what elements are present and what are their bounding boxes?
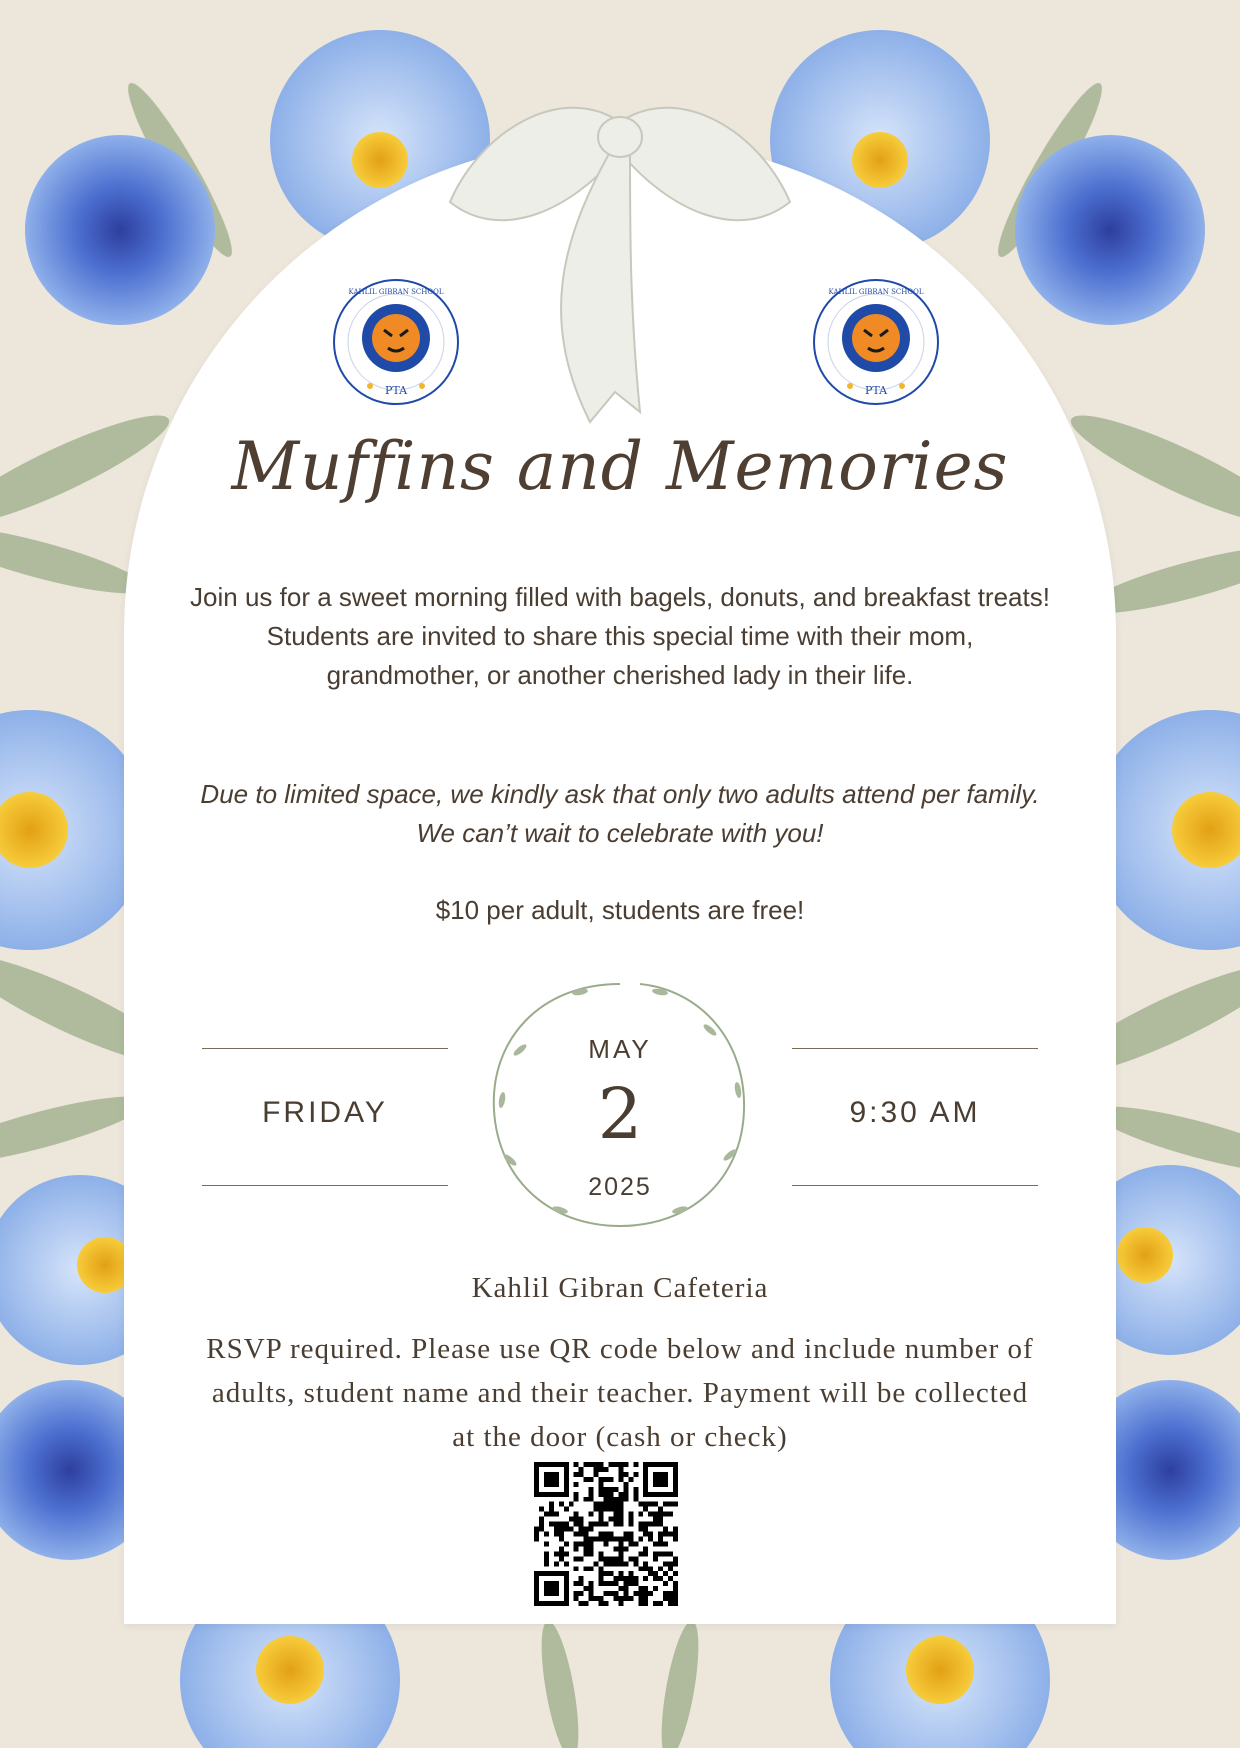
event-title: Muffins and Memories <box>231 428 1009 505</box>
divider-left-top <box>202 1048 448 1049</box>
pta-seal-logo-right <box>812 278 940 406</box>
event-year: 2025 <box>588 1173 652 1201</box>
divider-right-bottom <box>792 1185 1038 1186</box>
seal-ring-text: KAHLIL GIBRAN SCHOOL <box>828 288 924 296</box>
event-time: 9:30 AM <box>849 1096 981 1129</box>
attendance-note: Due to limited space, we kindly ask that only two adults attend per family. We can’t wait to celebrate with you! <box>200 779 1040 848</box>
event-weekday: FRIDAY <box>262 1096 388 1129</box>
ribbon-bow-icon <box>440 92 800 432</box>
divider-right-top <box>792 1048 1038 1049</box>
price-info: $10 per adult, students are free! <box>435 895 805 925</box>
rsvp-instructions: RSVP required. Please use QR code below and include number of adults, student name and their teacher. Payment will be collected at the door (cash or check) <box>206 1333 1034 1453</box>
seal-ring-text: KAHLIL GIBRAN SCHOOL <box>348 288 444 296</box>
rsvp-qr-code[interactable] <box>534 1462 678 1606</box>
event-venue: Kahlil Gibran Cafeteria <box>471 1272 769 1304</box>
event-day: 2 <box>597 1073 643 1155</box>
event-intro: Join us for a sweet morning filled with bagels, donuts, and breakfast treats! Students are invited to share this special time with their mom, grandmother, or another cherished lady in their life. <box>190 582 1050 690</box>
divider-left-bottom <box>202 1185 448 1186</box>
seal-bottom-text: PTA <box>864 384 888 397</box>
pta-seal-logo-left <box>332 278 460 406</box>
event-month: MAY <box>588 1034 652 1064</box>
seal-bottom-text: PTA <box>384 384 408 397</box>
